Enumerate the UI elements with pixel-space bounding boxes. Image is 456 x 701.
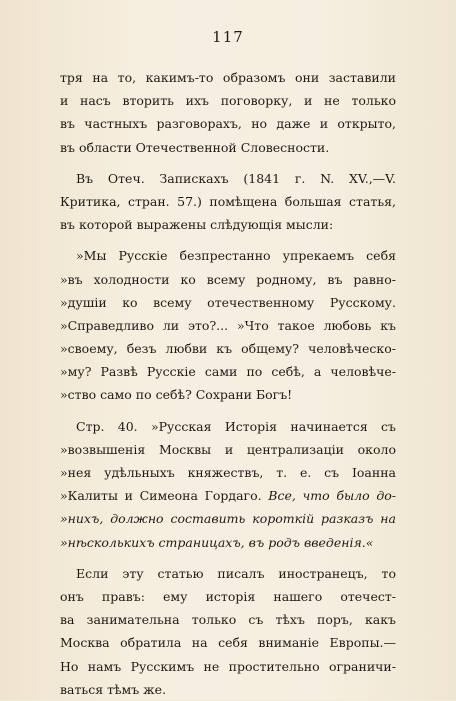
text-line: Но намъ Русскимъ не простительно ограничи- <box>60 658 396 674</box>
text-line: въ которой выражены слѣдующія мысли: <box>60 217 334 233</box>
text-line: »душіи ко всему отечественному Русскому. <box>60 294 396 310</box>
text-line: »Калиты и Симеона Гордаго. Все, что было до- <box>60 488 396 504</box>
text-line: Стр. 40. »Русская Исторія начинается съ <box>76 418 396 434</box>
text-line: »му? Развѣ Русскіе сами по себѣ, а человѣче- <box>60 364 396 380</box>
text-line: »Мы Русскіе безпрестанно упрекаемъ себя <box>76 248 396 264</box>
text-line: »возвышенія Москвы и централизаціи около <box>60 441 396 457</box>
text-line: тря на то, какимъ-то образомъ они заставили <box>60 70 396 85</box>
text-line: »своему, безъ любви къ общему? человѣческо- <box>60 341 396 357</box>
text-line: онъ правъ: ему исторія нашего отечест- <box>60 588 396 604</box>
text-line: »нея удѣльныхъ княжествъ, т. е. съ Іоанна <box>60 465 396 480</box>
text-line: Если эту статью писалъ иностранецъ, то <box>76 565 396 581</box>
body-text <box>60 66 396 701</box>
text-line: Критика, стран. 57.) помѣщена большая статья, <box>60 193 396 209</box>
text-line: Москва обратила на себя вниманіе Европы.— <box>60 635 396 651</box>
text-line: »Справедливо ли это?... »Что такое любовь къ <box>60 317 396 333</box>
text-line: и насъ вторить ихъ поговорку, и не только <box>60 93 396 109</box>
text-line: ваться тѣмъ же. <box>60 681 167 697</box>
text-line: ва занимательна только съ тѣхъ поръ, какъ <box>60 612 396 628</box>
text-line: »ство само по себѣ? Сохрани Богъ! <box>60 387 293 403</box>
text-line: »въ холодности ко всему родному, въ равно- <box>60 271 396 287</box>
page-number: 117 <box>212 28 244 46</box>
text-line: »нѣсколькихъ страницахъ, въ родъ введенія.« <box>60 534 374 550</box>
text-line: »нихъ, должно составить короткій разказъ на <box>60 511 396 527</box>
text-line: Въ Отеч. Запискахъ (1841 г. N. XV.,—V. <box>76 170 396 186</box>
text-line: въ области Отечественной Словесности. <box>60 139 330 155</box>
text-line: въ частныхъ разговорахъ, но даже и открыто, <box>60 116 396 132</box>
